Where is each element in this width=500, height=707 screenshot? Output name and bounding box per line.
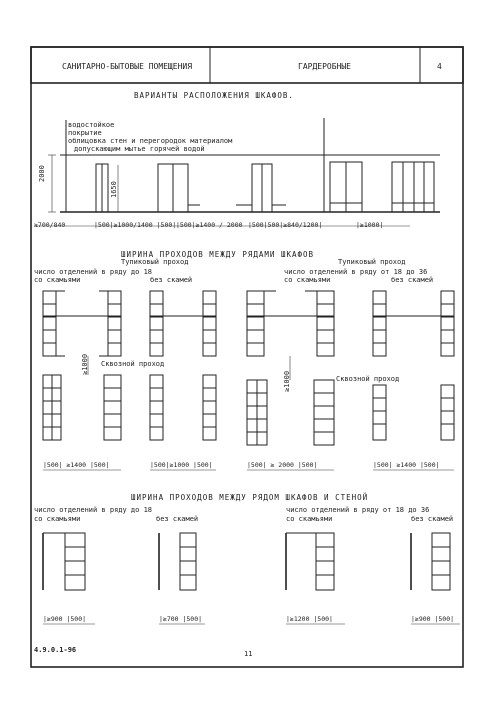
bench-label-4: со скамьями [286,515,333,523]
plan-group-2 [150,291,216,356]
plan-group-1 [43,291,121,356]
height-2000: 2000 [38,165,46,182]
through-passage-1: Сквозной проход [101,360,165,368]
top-dim-3: |500|≥1400 / 2000 [176,221,243,229]
count-label-1: число отделений в ряду до 18 [34,268,153,276]
bottom-title: ШИРИНА ПРОХОДОВ МЕЖДУ РЯДОМ ШКАФОВ И СТЕНОЙ [131,493,369,502]
bot-dim-2: |≥700 |500| [159,615,203,623]
plan-group-3 [247,291,334,356]
document-code: 4.9.0.1-96 [34,646,77,654]
dead-end-1: Тупиковый проход [121,258,189,266]
bench-label-3: со скамьями [34,515,81,523]
bench-label-2: со скамьями [284,276,331,284]
mid-dim-4: |500| ≥1400 |500| [373,461,440,469]
top-dim-4: |500|500|≥840/1200| [248,221,323,229]
plan-group-4 [373,291,454,356]
page-number: 11 [244,650,253,658]
through-width-2: ≥1000 [283,370,291,392]
note-4: допускающим мытье горячей водой [74,145,205,153]
no-bench-label-1: без скамей [150,276,193,284]
bench-label-1: со скамьями [34,276,81,284]
header-section: САНИТАРНО-БЫТОВЫЕ ПОМЕЩЕНИЯ [62,62,193,71]
mid-dim-1: |500| ≥1400 |500| [43,461,110,469]
plan-group-6 [150,375,216,440]
sheet-number: 4 [437,62,442,71]
top-dim-5: |≥1000| [356,221,384,229]
header-subject: ГАРДЕРОБНЫЕ [298,62,351,71]
top-title: ВАРИАНТЫ РАСПОЛОЖЕНИЯ ШКАФОВ. [134,91,294,100]
plan-group-5 [43,375,121,440]
bot-dim-1: |≥900 |500| [43,615,87,623]
dead-end-2: Тупиковый проход [338,258,406,266]
top-dim-1: ≥700/840 [34,221,66,229]
wall-plan-1 [43,533,85,590]
count-label-3: число отделений в ряду до 18 [34,506,153,514]
count-label-4: число отделений в ряду от 18 до 36 [286,506,430,514]
count-label-2: число отделений в ряду от 18 до 36 [284,268,428,276]
plan-group-8 [373,385,454,440]
wall-plan-3 [286,533,334,590]
no-bench-label-4: без скамей [411,515,454,523]
no-bench-label-3: без скамей [156,515,199,523]
note-1: водостойкое [68,121,115,129]
note-2: покрытие [68,129,102,137]
through-passage-2: Сквозной проход [336,375,400,383]
middle-title: ШИРИНА ПРОХОДОВ МЕЖДУ РЯДАМИ ШКАФОВ [121,250,315,259]
through-width-1: ≥1000 [81,353,89,375]
bot-dim-3: |≥1200 |500| [286,615,333,623]
top-dim-2: |500|≥1000/1400 |500| [94,221,177,229]
wall-plan-2 [159,533,196,590]
no-bench-label-2: без скамей [391,276,434,284]
wall-plan-4 [411,533,450,590]
mid-dim-3: |500| ≥ 2000 |500| [247,461,318,469]
height-1650: 1650 [110,181,118,198]
note-3: облицовка стен и перегородок материалом [68,137,233,145]
bot-dim-4: |≥900 |500| [411,615,455,623]
mid-dim-2: |500|≥1000 |500| [150,461,213,469]
